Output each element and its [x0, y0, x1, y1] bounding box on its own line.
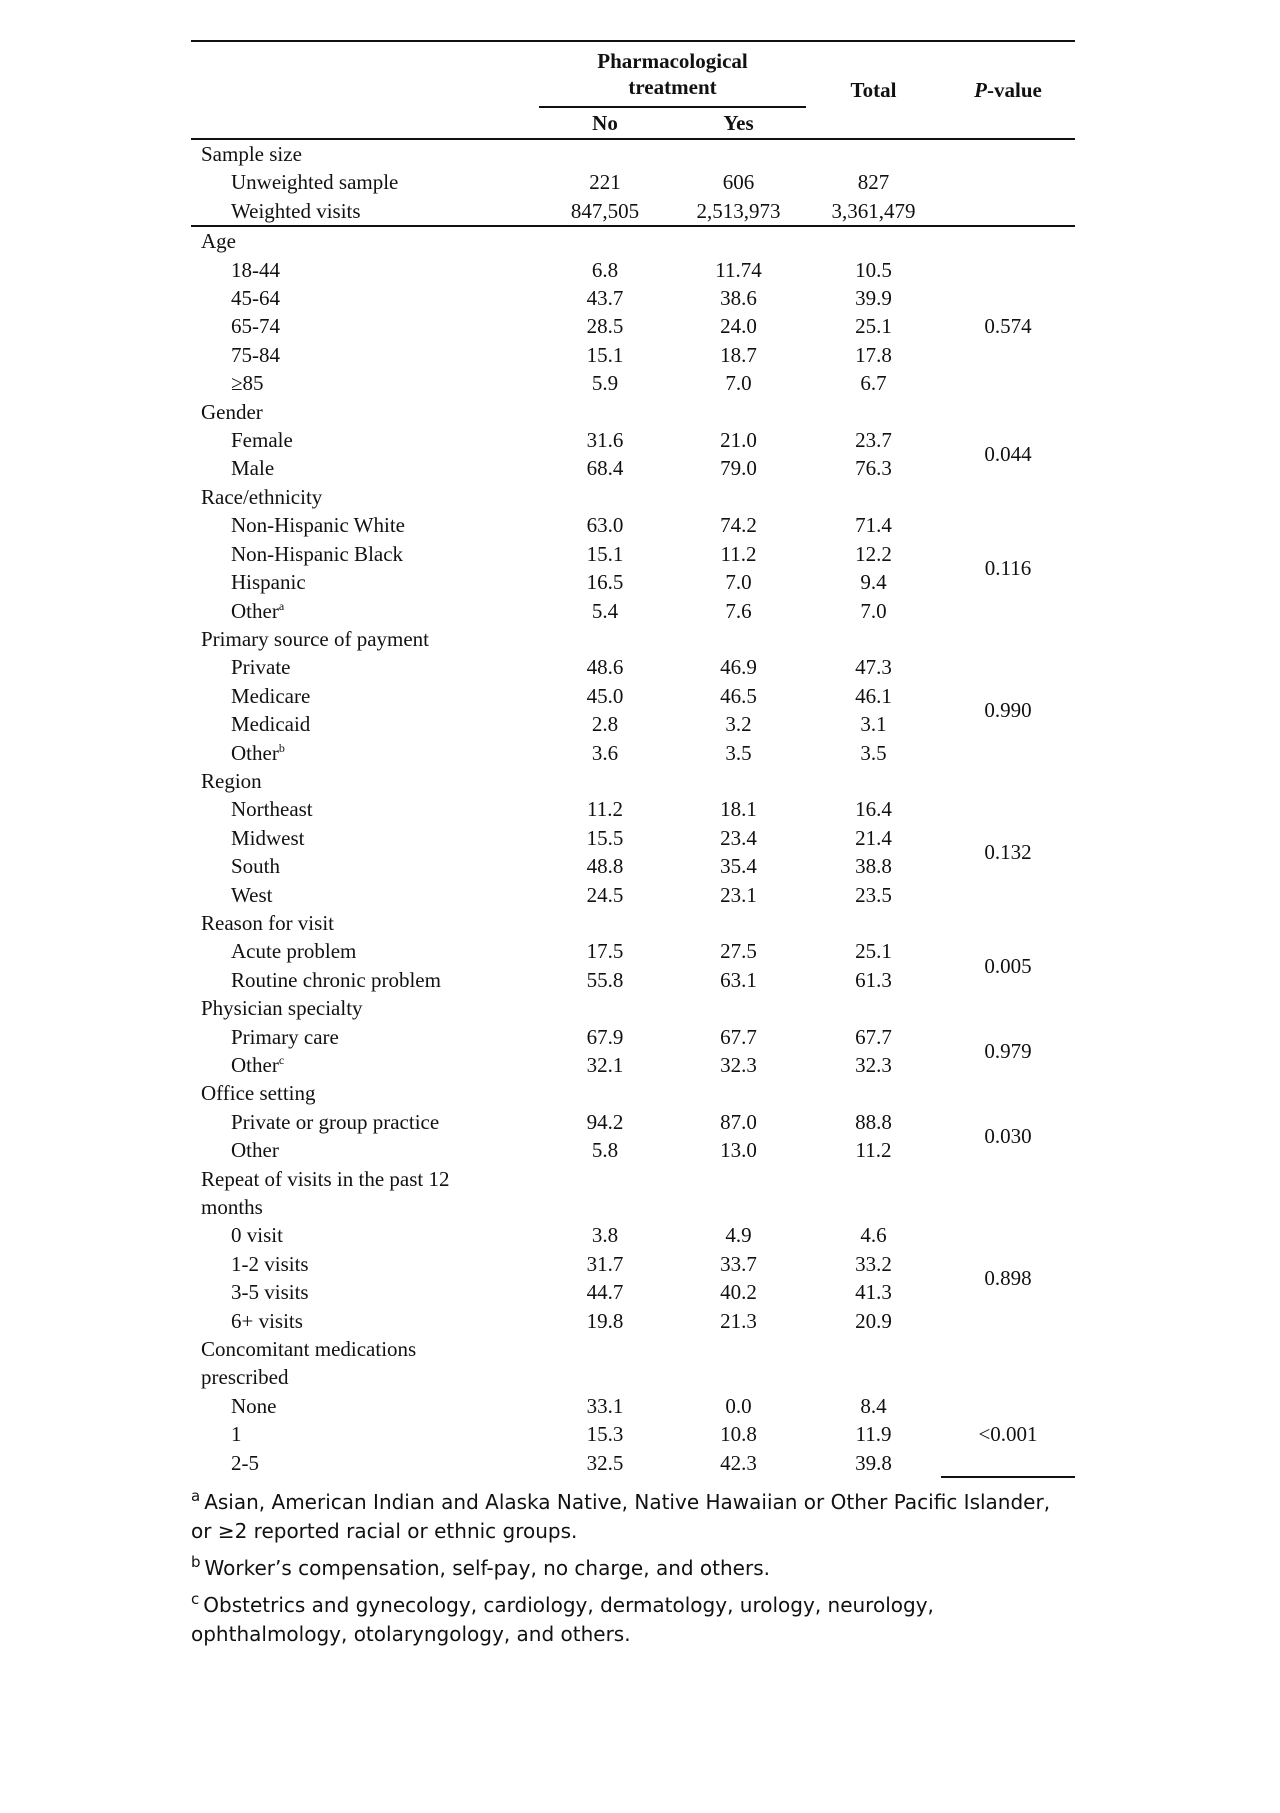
row-label: [191, 1392, 539, 1420]
cell-total: 11.9: [855, 1422, 892, 1447]
section-label: [191, 1335, 539, 1392]
cell-total: 11.2: [855, 1138, 892, 1163]
cell-total: 39.8: [855, 1450, 892, 1475]
cell-no: 33.1: [586, 1393, 624, 1418]
section-row: [191, 625, 1075, 653]
section-row: [191, 1165, 1075, 1222]
cell-total: 7.0: [860, 598, 887, 623]
row-label-text: 1-2 visits: [231, 1251, 309, 1276]
row-label-text: Medicaid: [231, 712, 311, 737]
table-header-row: [191, 42, 1075, 107]
row-label-text: Private: [231, 655, 291, 680]
cell-yes: 11.2: [720, 541, 757, 566]
section-row: [191, 483, 1075, 511]
cell-no: 44.7: [586, 1280, 624, 1305]
cell-total: 4.6: [860, 1223, 887, 1248]
footnote-text: Obstetrics and gynecology, cardiology, dermatology, urology, neurology, ophthalmology, otolaryngology, and others.: [191, 1593, 934, 1647]
cell-yes: 35.4: [720, 854, 757, 879]
row-label: [191, 739, 539, 767]
cell-total: 8.4: [860, 1393, 887, 1418]
cell-no: 63.0: [586, 513, 624, 538]
row-label-text: Other: [231, 740, 279, 765]
cell-total: 6.7: [860, 371, 887, 396]
cell-no: 31.7: [586, 1251, 624, 1276]
header-total: Total: [850, 77, 897, 102]
footnote: [191, 1488, 1075, 1546]
cell-total: 3.1: [860, 712, 887, 737]
row-label-text: Midwest: [231, 825, 305, 850]
header-blank: [191, 42, 539, 139]
table-row: [191, 426, 1075, 454]
cell-yes: 46.5: [720, 683, 757, 708]
row-label: [191, 511, 539, 539]
cell-p-value: 0.898: [984, 1266, 1032, 1291]
cell-yes: 67.7: [720, 1024, 757, 1049]
row-label-text: 18-44: [231, 257, 280, 282]
row-label-text: Medicare: [231, 683, 311, 708]
table-row: [191, 256, 1075, 284]
table-row: [191, 795, 1075, 823]
cell-yes: 46.9: [720, 655, 757, 680]
cell-yes: 4.9: [725, 1223, 752, 1248]
row-label: [191, 881, 539, 909]
cell-no: 24.5: [586, 882, 624, 907]
cell-total: 41.3: [855, 1280, 892, 1305]
table-row: [191, 1221, 1075, 1249]
cell-p-value: 0.116: [984, 555, 1032, 580]
cell-p-value: 0.979: [984, 1038, 1032, 1063]
cell-yes: 7.6: [725, 598, 752, 623]
row-label-text: None: [231, 1393, 277, 1418]
section-label-line1: Concomitant medications: [201, 1337, 417, 1362]
cell-yes: 23.1: [720, 882, 757, 907]
row-label-text: Northeast: [231, 797, 313, 822]
section-row: [191, 226, 1075, 255]
row-label-text: West: [231, 882, 273, 907]
table-row: [191, 1108, 1075, 1136]
row-label: [191, 1108, 539, 1136]
row-label-text: Non-Hispanic White: [231, 513, 405, 538]
section-label: Region: [201, 768, 262, 793]
footnotes: [191, 1488, 1075, 1649]
row-label-text: Non-Hispanic Black: [231, 541, 404, 566]
row-label-text: Private or group practice: [231, 1109, 440, 1134]
cell-no: 5.9: [591, 371, 619, 396]
row-label-text: 0 visit: [231, 1223, 283, 1248]
row-label: [191, 1307, 539, 1335]
cell-yes: 0.0: [725, 1393, 752, 1418]
cell-no: 68.4: [586, 456, 624, 481]
section-row: [191, 909, 1075, 937]
row-label-text: 2-5: [231, 1450, 259, 1475]
cell-total: 33.2: [855, 1251, 892, 1276]
cell-yes: 606: [722, 170, 755, 195]
cell-p-value: <0.001: [941, 1392, 1075, 1477]
cell-yes: 18.1: [720, 797, 757, 822]
cell-no: 847,505: [539, 197, 671, 226]
cell-total: 25.1: [855, 314, 892, 339]
cell-p-value: 0.990: [984, 697, 1032, 722]
cell-yes: 21.3: [720, 1308, 757, 1333]
row-label: [191, 1023, 539, 1051]
cell-total: 3,361,479: [806, 197, 941, 226]
cell-yes: 23.4: [720, 825, 757, 850]
cell-yes: 74.2: [720, 513, 757, 538]
cell-yes: 7.0: [725, 371, 752, 396]
footnote-marker: a: [278, 598, 285, 613]
footnote-mark: c: [191, 1590, 200, 1609]
cell-no: 28.5: [586, 314, 624, 339]
section-row: [191, 1335, 1075, 1392]
table-page: [191, 40, 1075, 1657]
cell-no: 221: [589, 170, 621, 195]
cell-no: 31.6: [586, 428, 624, 453]
footnote-marker: c: [278, 1053, 285, 1067]
cell-no: 11.2: [587, 797, 623, 822]
table-row: [191, 937, 1075, 965]
cell-p-value: 0.044: [984, 442, 1032, 467]
cell-yes: 40.2: [720, 1280, 757, 1305]
cell-no: 3.6: [591, 740, 619, 765]
footnote: [191, 1591, 1075, 1649]
cell-yes: 24.0: [720, 314, 757, 339]
cell-total: 76.3: [855, 456, 892, 481]
table-row: [191, 511, 1075, 539]
row-label: [191, 540, 539, 568]
cell-total: 23.5: [855, 882, 892, 907]
cell-total: 71.4: [855, 513, 892, 538]
row-label-text: Routine chronic problem: [231, 967, 441, 992]
cell-yes: 32.3: [720, 1053, 757, 1077]
row-label: [191, 1420, 539, 1448]
cell-yes: 21.0: [720, 428, 757, 453]
row-label: [191, 1278, 539, 1306]
cell-no: 55.8: [586, 967, 624, 992]
header-pharmacological-treatment: [539, 42, 806, 107]
header-p-value: [941, 42, 1075, 139]
section-row: [191, 398, 1075, 426]
header-group-line1: Pharmacological: [597, 49, 748, 73]
cell-total: 25.1: [855, 939, 892, 964]
cell-total: 10.5: [855, 257, 892, 282]
row-label-text: ≥85: [231, 371, 264, 396]
section-row-sample-size: [191, 139, 1075, 168]
table-row: [191, 1392, 1075, 1420]
cell-no: 67.9: [586, 1024, 624, 1049]
cell-no: 19.8: [586, 1308, 624, 1333]
cell-no: 16.5: [586, 570, 624, 595]
cell-no: 6.8: [591, 257, 619, 282]
cell-total: 3.5: [860, 740, 887, 765]
section-row: [191, 767, 1075, 795]
cell-total: 21.4: [855, 825, 892, 850]
cell-no: 32.5: [586, 1450, 624, 1475]
cell-total: 23.7: [855, 428, 892, 453]
section-label-line2: months: [201, 1195, 263, 1220]
row-label: [191, 454, 539, 482]
cell-total: 17.8: [855, 342, 892, 367]
cell-total: 61.3: [855, 967, 892, 992]
cell-total: 20.9: [855, 1308, 892, 1333]
section-label: [191, 1165, 539, 1222]
cell-p-value: 0.574: [984, 314, 1032, 339]
cell-total: 88.8: [855, 1109, 892, 1134]
row-label: [191, 426, 539, 454]
cell-yes: 3.2: [725, 712, 752, 737]
row-label: [191, 937, 539, 965]
cell-yes: 18.7: [720, 342, 757, 367]
row-label-text: Male: [231, 456, 275, 481]
cell-p-value: 0.132: [984, 839, 1032, 864]
cell-yes: 7.0: [725, 570, 752, 595]
section-label: Office setting: [201, 1081, 316, 1106]
cell-total: 12.2: [855, 541, 892, 566]
row-label: [191, 1221, 539, 1249]
cell-yes: 13.0: [720, 1138, 757, 1163]
cell-no: 2.8: [591, 712, 619, 737]
table-row: [191, 653, 1075, 681]
cell-total: 39.9: [855, 286, 892, 311]
row-label: Weighted visits: [191, 197, 539, 226]
row-label: Unweighted sample: [231, 170, 399, 195]
row-label-text: Acute problem: [231, 939, 357, 964]
cell-no: 5.4: [591, 598, 619, 623]
footnote: [191, 1554, 1075, 1583]
section-label: Physician specialty: [201, 996, 363, 1021]
header-p-letter: P: [974, 77, 987, 102]
cell-no: 3.8: [591, 1223, 619, 1248]
section-label: Sample size: [191, 139, 539, 168]
cell-total: 67.7: [855, 1024, 892, 1049]
row-label: [191, 341, 539, 369]
header-no: No: [539, 107, 671, 139]
row-label: [191, 795, 539, 823]
row-label: [191, 1051, 539, 1079]
cell-no: 48.8: [586, 854, 624, 879]
cell-yes: 10.8: [720, 1422, 757, 1447]
row-label: [191, 1136, 539, 1164]
row-label: [191, 597, 539, 625]
row-label-text: 75-84: [231, 342, 280, 367]
cell-yes: 87.0: [720, 1109, 757, 1134]
row-label: [191, 256, 539, 284]
cell-total: 46.1: [855, 683, 892, 708]
row-label-text: Hispanic: [231, 570, 306, 595]
row-label: [191, 1250, 539, 1278]
section-row: [191, 1079, 1075, 1107]
cell-total: 38.8: [855, 854, 892, 879]
row-label: [191, 682, 539, 710]
table-row: [191, 1023, 1075, 1051]
cell-no: 15.5: [586, 825, 624, 850]
cell-total: 47.3: [855, 655, 892, 680]
row-label: [191, 312, 539, 340]
cell-no: 15.1: [586, 342, 624, 367]
cell-total: 32.3: [855, 1053, 892, 1077]
cell-p-value: 0.030: [984, 1124, 1032, 1149]
row-label: [191, 966, 539, 994]
row-label-text: Other: [231, 1138, 279, 1163]
footnote-text: Asian, American Indian and Alaska Native, Native Hawaiian or Other Pacific Islander, or ≥2 reported racial or ethnic groups.: [191, 1490, 1051, 1544]
section-label-line1: Repeat of visits in the past 12: [201, 1166, 450, 1191]
row-label-text: 65-74: [231, 314, 280, 339]
section-label: Age: [201, 229, 236, 254]
cell-yes: 63.1: [720, 967, 757, 992]
cell-yes: 79.0: [720, 456, 757, 481]
section-row: [191, 994, 1075, 1022]
cell-yes: 42.3: [720, 1450, 757, 1475]
table-row: [191, 168, 1075, 196]
cell-no: 43.7: [586, 286, 624, 311]
footnote-mark: a: [191, 1487, 201, 1506]
header-group-line2: treatment: [628, 75, 717, 99]
table-row: [191, 197, 1075, 226]
cell-yes: 38.6: [720, 286, 757, 311]
footnote-marker: b: [278, 740, 285, 755]
section-label: Gender: [201, 399, 263, 424]
cell-no: 48.6: [586, 655, 624, 680]
row-label: [191, 824, 539, 852]
cell-no: 15.1: [586, 541, 624, 566]
row-label: [191, 568, 539, 596]
cell-no: 32.1: [586, 1053, 624, 1077]
footnote-text: Worker’s compensation, self-pay, no charge, and others.: [204, 1556, 770, 1581]
section-label-line2: prescribed: [201, 1365, 289, 1390]
row-label-text: Female: [231, 428, 293, 453]
row-label: [191, 1449, 539, 1477]
cell-no: 17.5: [586, 939, 624, 964]
row-label: [191, 852, 539, 880]
cell-yes: 33.7: [720, 1251, 757, 1276]
cell-yes: 3.5: [725, 740, 752, 765]
section-label: Primary source of payment: [201, 626, 430, 651]
row-label: [191, 653, 539, 681]
footnote-mark: b: [191, 1553, 201, 1572]
row-label-text: South: [231, 854, 281, 879]
section-label: Race/ethnicity: [201, 484, 323, 509]
row-label-text: 45-64: [231, 286, 280, 311]
row-label-text: Other: [231, 1053, 279, 1077]
row-label-text: Other: [231, 598, 279, 623]
row-label: [191, 284, 539, 312]
cell-yes: 27.5: [720, 939, 757, 964]
row-label-text: Primary care: [231, 1024, 339, 1049]
cell-total: 16.4: [855, 797, 892, 822]
cell-yes: 2,513,973: [671, 197, 806, 226]
characteristics-table: [191, 40, 1075, 1478]
section-label: Reason for visit: [201, 910, 334, 935]
row-label-text: 3-5 visits: [231, 1280, 309, 1305]
cell-p-value: 0.005: [984, 953, 1032, 978]
header-p-rest: -value: [987, 77, 1042, 102]
cell-no: 5.8: [591, 1138, 619, 1163]
row-label-text: 1: [231, 1422, 242, 1447]
cell-total: 827: [857, 170, 890, 195]
cell-yes: 11.74: [715, 257, 762, 282]
cell-no: 45.0: [586, 683, 624, 708]
row-label: [191, 710, 539, 738]
row-label-text: 6+ visits: [231, 1308, 303, 1333]
cell-no: 15.3: [586, 1422, 624, 1447]
table-body: [191, 139, 1075, 1477]
row-label: [191, 369, 539, 397]
cell-total: 9.4: [860, 570, 887, 595]
header-yes: Yes: [671, 107, 806, 139]
cell-no: 94.2: [586, 1109, 624, 1134]
